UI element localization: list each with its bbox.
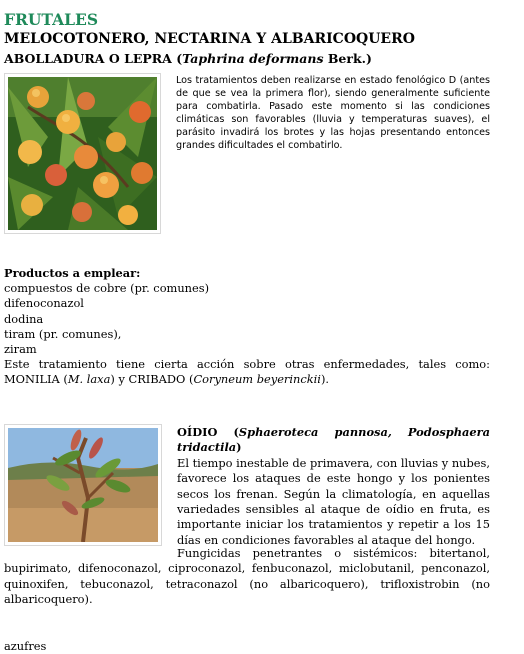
product-item: tiram (pr. comunes),: [4, 326, 122, 341]
oidio-paragraph: El tiempo inestable de primavera, con lluvias y nubes, favorece los ataques de este hongo y los ponientes secos los frenan. Según la climatología, en aquellas variedades sensibles al ataque de oídio en fruta, es importante iniciar los tratamientos y repetir a los 15 días en condiciones favorables al ataque del hongo.: [177, 455, 490, 547]
disease-name-prefix: ABOLLADURA O LEPRA (: [4, 51, 183, 66]
abolladura-treatment-paragraph: Los tratamientos deben realizarse en estado fenológico D (antes de que se vea la primera flor), siendo generalmente suficiente para combatirla. Pasado este momento si las condiciones climáticas son favorables (lluvia y temperaturas suaves), el parásito invadirá los brotes y las hojas presentando entonces grandes dificultades el combatirlo.: [176, 75, 490, 151]
product-item: compuestos de cobre (pr. comunes): [4, 281, 210, 296]
disease-title-oidio: [177, 425, 490, 456]
note-text: Este tratamiento tiene cierta acción sobre otras enfermedades, tales como: MONILIA (: [4, 357, 490, 387]
cutoff-text: azufres: [4, 639, 47, 653]
fungicides-paragraph: Fungicidas penetrantes o sistémicos: bitertanol, bupirimato, difenoconazol, ciproconazol, fenbuconazol, miclobutanil, penconazol, quinoxifen, tebuconazol, tetraconazol (no albaricoquero), trifloxistrobin (no albaricoquero).: [4, 546, 490, 607]
oidio-section: [177, 425, 490, 548]
peach-tree-photo: [4, 73, 161, 234]
disease-title-abolladura: [4, 51, 372, 66]
disease-name-suffix: Berk.): [323, 51, 372, 66]
mildew-photo: [4, 424, 162, 546]
peach-branch-image: [8, 77, 157, 230]
product-item: ziram: [4, 342, 37, 357]
peach-shoot-mildew-image: [8, 428, 158, 542]
disease-latin-name: Taphrina deformans: [182, 51, 324, 66]
oidio-title-suffix: ): [236, 440, 242, 455]
products-heading: Productos a emplear:: [4, 266, 141, 280]
note-latin-monilia: M. laxa: [67, 372, 111, 387]
note-text: ).: [320, 372, 330, 387]
oidio-title-prefix: OÍDIO (: [177, 425, 239, 439]
products-list: [4, 281, 490, 357]
product-item: difenoconazol: [4, 296, 84, 311]
products-section: [4, 266, 490, 388]
product-item: dodina: [4, 311, 44, 326]
crop-title: MELOCOTONERO, NECTARINA Y ALBARICOQUERO: [4, 31, 415, 47]
note-latin-cribado: Coryneum beyerinckii: [193, 372, 321, 387]
products-note: [4, 357, 490, 387]
oidio-latin-names: Sphaeroteca pannosa, Podosphaera tridactila: [177, 425, 490, 455]
section-title: FRUTALES: [4, 10, 99, 29]
note-text: ) y CRIBADO (: [110, 372, 194, 387]
